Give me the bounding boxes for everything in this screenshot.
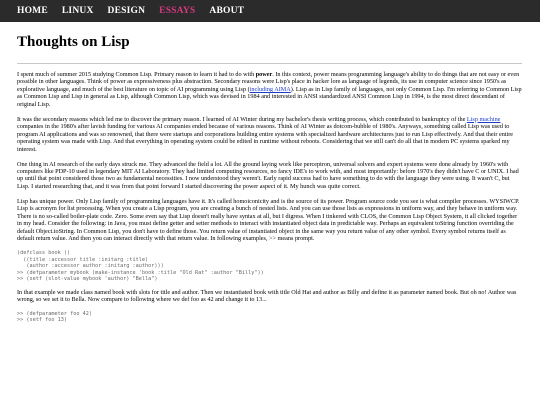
code-line: ((title :accessor title :initarg :title) xyxy=(17,256,149,263)
code-line: >> (setf (slot-value mybook 'author) "Bella") xyxy=(17,276,158,283)
including-aima-link[interactable]: including AIMA xyxy=(249,85,291,93)
nav-home-link[interactable]: HOME xyxy=(17,6,48,16)
code-line: (defclass book () xyxy=(17,250,71,257)
code-block-1 xyxy=(17,250,522,283)
paragraph-2 xyxy=(17,116,522,153)
paragraph-1-text-d: ). Lisp as in Lisp family of languages, not only Common Lisp. I'm referring to Common Lisp as Common Lisp and Lisp in general as Lisp, although Common Lisp, which was devised in 1984 and interested in ANSI standardized ANSI Common Lisp in 1994, is the most direct descendant of original Lisp. xyxy=(17,85,522,108)
code-block-2 xyxy=(17,311,522,324)
paragraph-2-text-a: It was the secondary reasons which led me to discover the primary reason. I learned of AI Winter during my bachelor's thesis writing process, which contributed to bankruptcy of the xyxy=(17,115,467,123)
code-line: >> (setf foo 13) xyxy=(17,317,67,324)
article xyxy=(0,34,540,324)
power-emphasis: power xyxy=(255,71,273,78)
paragraph-2-text-b: companies in the 1980's after lavish funding for various AI companies ended because of various reasons. Think of AI Winter as dotcom-bubble of 1980's. Anyways, something called Lisp was used to program AI applications and was so renowned, that there were startups and corporations building entire systems with specialized hardware architectures just to run Lisp effectively. And that their entire operating system was made with Lisp. And that everything in operating system could be edited in runtime without reboots. Considering that we still can't do all that in modern PC systems sparked my interest. xyxy=(17,123,514,153)
nav-about-link[interactable]: ABOUT xyxy=(209,6,245,16)
nav-linux-link[interactable]: LINUX xyxy=(61,6,94,16)
lisp-machine-link[interactable]: Lisp machine xyxy=(466,115,501,123)
paragraph-1-text-c: . In this context, power means programming language's ability to do things that are not easy or even possible in other languages. Think of power as expressiveness plus abstraction. Secondary reasons were Lisp's place in hacker lore as language of legends, its use in computer science since 1950's as explorative language, and much of the best literature on topic of AI programming using Lisp ( xyxy=(17,71,520,93)
nav-design-link[interactable]: DESIGN xyxy=(107,6,146,16)
paragraph-5: In that example we made class named book with slots for title and author. Then we instantiated book with title Old Hat and author as Billy and define it as parameter named book. But oh no! Author was wrong, so we set it to Bella. Now compare to following where we def foo as 42 and change it to 13... xyxy=(17,288,517,304)
paragraph-3: One thing in AI research of the early days struck me. They advanced the field a lot. All the ground laying work like perceptron, universal solvers and expert systems were done already by 1960's with computers like PDP-10 used in legendary MIT AI Laboratory. They had limited computing resources, no fancy IDE's to work with, and most importantly: before 1970's they didn't have C or UNIX. I had up until that point considered those two as fundamental necessities. I now understood they weren't. Early rapid success had to have something to do with the language they were using. It wasn't C, but Lisp. I started researching that, and it was from that point forward I started discovering the power aspect of it. My hunch was quite correct. xyxy=(17,160,519,190)
page-title: Thoughts on Lisp xyxy=(17,34,130,50)
paragraph-1 xyxy=(17,71,522,108)
code-line: >> (defparameter mybook (make-instance 'book :title "Old Rat" :author "Billy")) xyxy=(17,269,264,276)
code-line: >> (defparameter foo 42) xyxy=(17,310,92,317)
paragraph-1-text-a: I spent much of summer 2015 studying Common Lisp. Primary reason to learn it had to do with xyxy=(17,71,256,78)
paragraph-4: Lisp has unique power. Only Lisp family of programming languages have it. It's called homoiconicity and is the source of its power. Program source code you see is what compiler processes. WYSIWCP. Lisp is acronym for list processing. When you create a Lisp program, you are creating a bunch of nested lists. And you can use those lists as expressions in uniform way, and they behave in uniform way. There is no so-called boiler-plate code. Zero. Some even say that Lisp doesn't really have syntax at all, but I digress. When I tinkered with CLOS, the Common Lisp Object System, it all clicked together in my head. Consider the following: in Java, you must define getter and setter methods to interact with instantiated object data in predictable way. Perhaps an equivalent toString function overriding the default Object.toString. In Common Lisp, you don't have to define those. You return value of instantiated object in the same way you return value of any other symbol. Every symbol returns itself as default return value. And then you can interact directly with that return value. In following examples, >> means prompt. xyxy=(17,197,520,243)
nav-essays-link[interactable]: ESSAYS xyxy=(159,6,196,16)
top-navigation xyxy=(0,0,540,22)
title-divider xyxy=(17,63,522,64)
code-line: (author :accessor author :initarg :author))) xyxy=(17,263,164,270)
